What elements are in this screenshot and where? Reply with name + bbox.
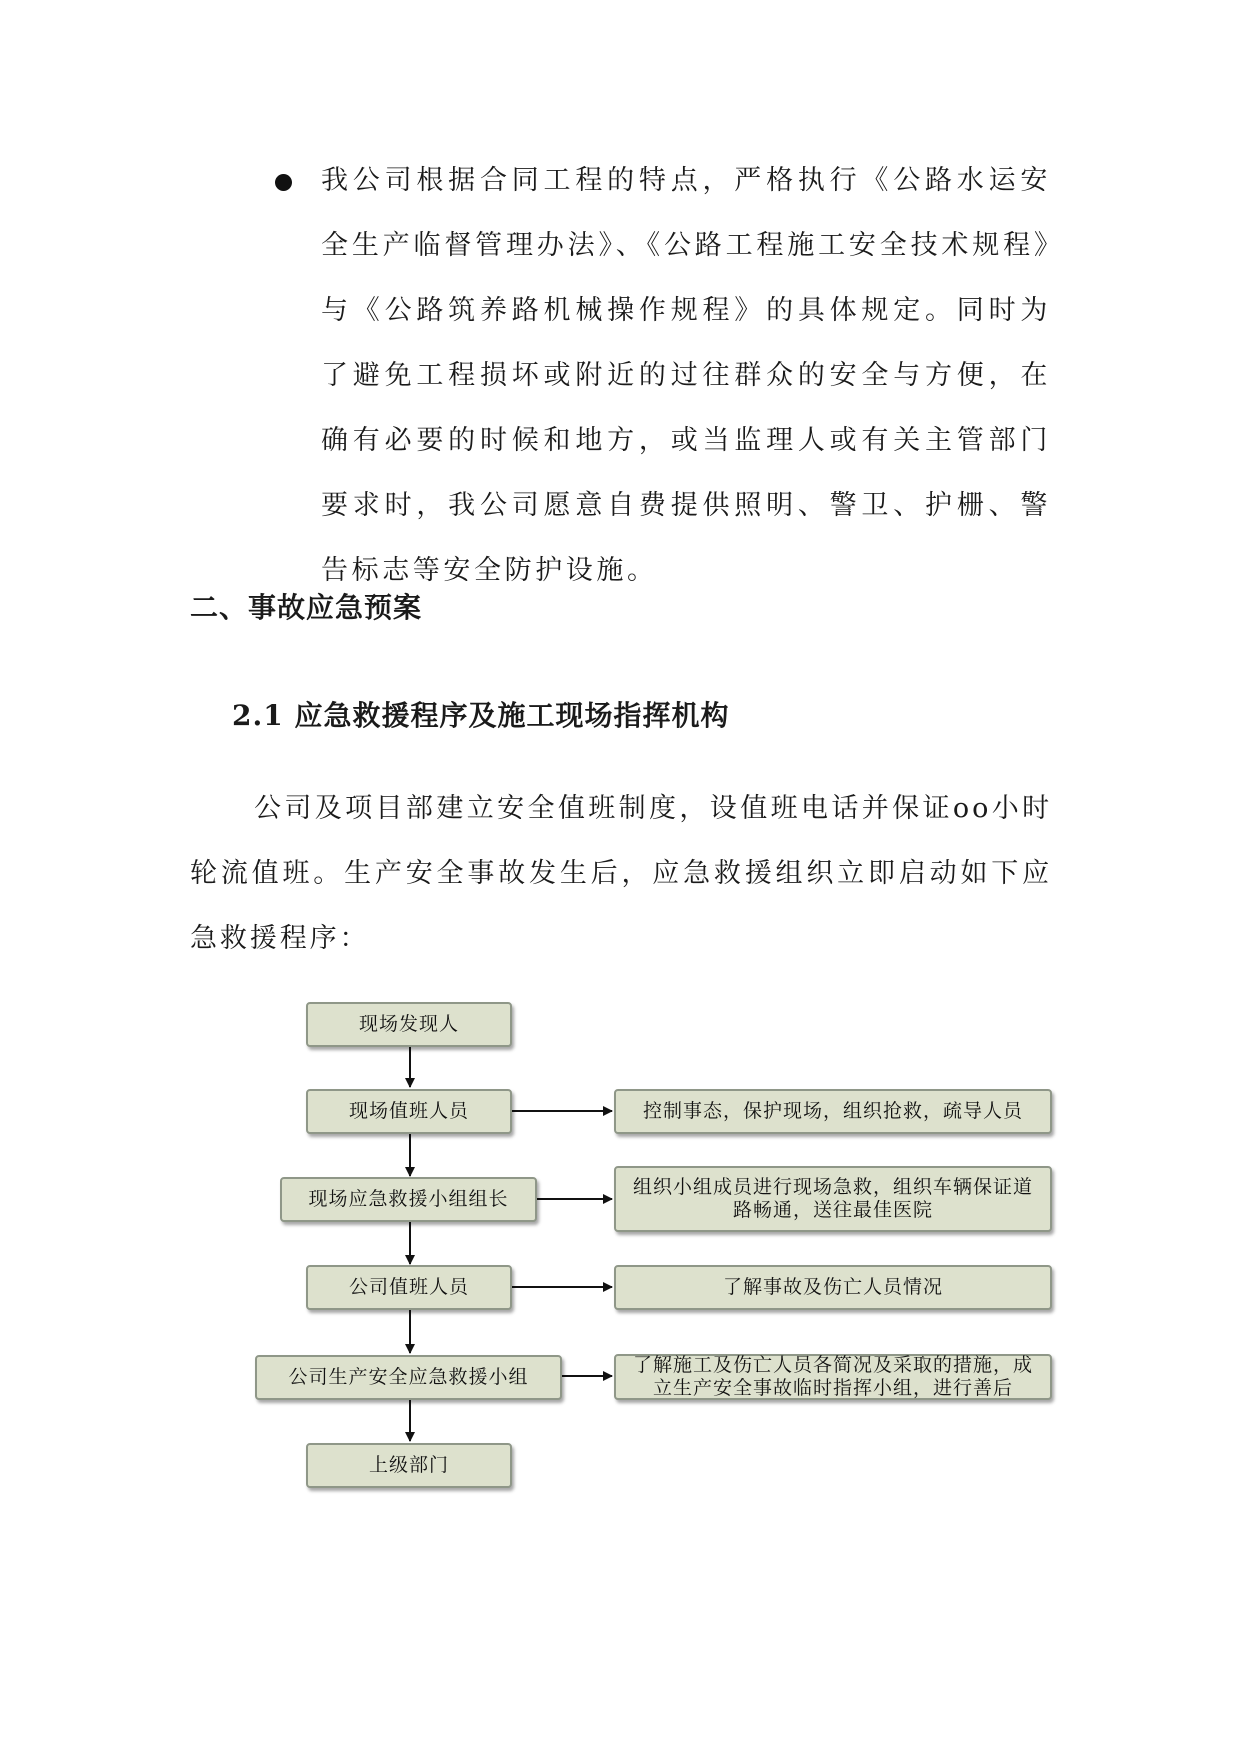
- flow-box-site-duty-staff: 现场值班人员: [306, 1089, 512, 1134]
- body-paragraph: 公司及项目部建立安全值班制度，设值班电话并保证oo小时轮流值班。生产安全事故发生后，应急救援组织立即启动如下应急救援程序：: [190, 793, 1052, 954]
- flow-box-site-rescue-leader: 现场应急救援小组组长: [280, 1177, 537, 1222]
- flow-box-casualty-info: 了解事故及伤亡人员情况: [614, 1265, 1052, 1310]
- bullet-paragraph: 我公司根据合同工程的特点，严格执行《公路水运安全生产临督管理办法》、《公路工程施工安全技术规程》与《公路筑养路机械操作规程》的具体规定。同时为了避免工程损坏或附近的过往群众的安全与方便，在确有必要的时候和地方，或当监理人或有关主管部门要求时，我公司愿意自费提供照明、警卫、护栅、警告标志等安全防护设施。: [321, 165, 1051, 586]
- flow-box-aftermath: 了解施工及伤亡人员各简况及采取的措施，成立生产安全事故临时指挥小组，进行善后: [614, 1354, 1052, 1400]
- section-heading: 二、事故应急预案: [190, 591, 423, 624]
- flow-box-discoverer: 现场发现人: [306, 1002, 512, 1047]
- flow-box-company-duty-staff: 公司值班人员: [306, 1265, 512, 1310]
- flow-box-company-rescue-group: 公司生产安全应急救援小组: [255, 1355, 562, 1400]
- flow-box-control-situation: 控制事态，保护现场，组织抢救，疏导人员: [614, 1089, 1052, 1134]
- flow-box-superior-department: 上级部门: [306, 1443, 512, 1488]
- bullet-dot-icon: [275, 174, 292, 191]
- flow-box-first-aid: 组织小组成员进行现场急救，组织车辆保证道路畅通，送往最佳医院: [614, 1166, 1052, 1232]
- subsection-heading: 2.1 应急救援程序及施工现场指挥机构: [232, 699, 730, 732]
